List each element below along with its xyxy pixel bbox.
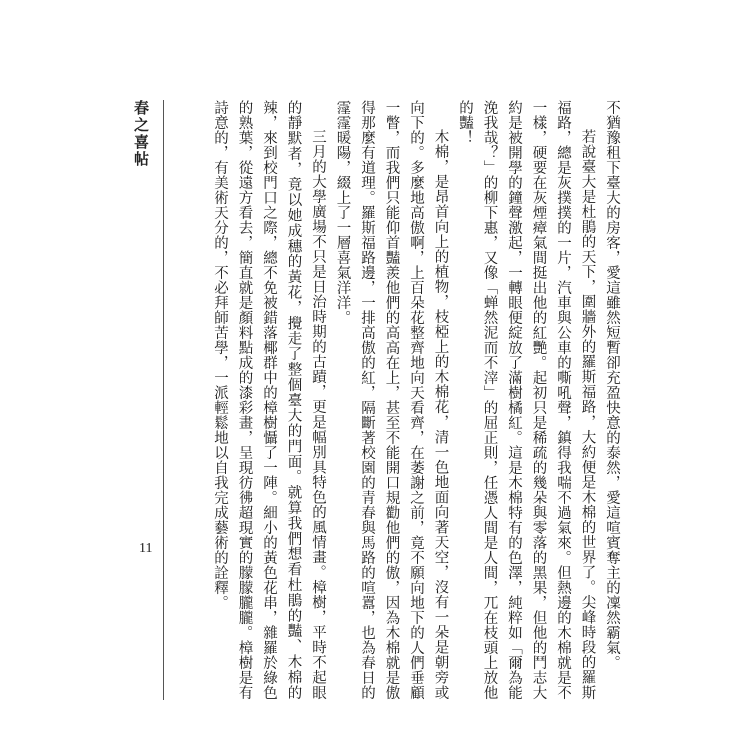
paragraph-2: 若說臺大是杜鵑的天下，圍牆外的羅斯福路，大約便是木棉的世界了。尖峰時段的羅斯福路，總是灰撲撲的一片，汽車與公車的嘶吼聲，鎮得我喘不過氣來。但熱邊的木棉就是不一樣，硬要在灰煙瘴氣間挺出他的紅艷。起初只是稀疏的幾朵與零落的黑果，但他的鬥志大約是被開學的鐘聲激起，一轉眼便綻放了滿樹橘紅。這是木棉特有的色澤，純粹如「爾為能浼我哉？」的柳下惠，又像「蝉然泥而不滓」的屈正則，任憑人間是人間，兀在枝頭上放他的豔！ (457, 100, 596, 700)
running-title: 春之喜帖 (132, 100, 150, 168)
paragraph-1: 不猶豫租下臺大的房客，愛這雖然短暫卻充盈快意的泰然，愛這喧賓奪主的凜然霸氣。 (604, 100, 620, 670)
page-number: 11 (139, 541, 153, 556)
paragraph-3: 木棉，是昂首向上的植物，枝椏上的木棉花，清一色地面向著天空，沒有一朵是朝旁或向下的。多麼地高傲啊，上百朵花整齊地向天看齊，在萎謝之前，竟不願向地下的人們垂顧一瞥，而我們只能仰首豔羨他們的高高在上，甚至不能開口規勸他們的傲，因為木棉就是傲得那麼有道理。羅斯福路邊，一排高傲的紅，隔斷著校園的青春與馬路的喧囂，也為春日的霪霪暖陽，綴上了一層喜氣洋洋。 (334, 100, 449, 700)
body-text (208, 100, 625, 700)
margin-divider (163, 100, 164, 700)
paragraph-4: 三月的大學廣場不只是日治時期的古蹟，更是幅別具特色的風情畫。樟樹，平時不起眼的靜默者，竟以她成穗的黃花，攪走了整個臺大的門面。就算我們想看杜鵑的豔、木棉的辣，來到校門口之際，總不免被錯落椰群中的樟樹懾了一陣。細小的黃色花串，雜羅於綠色的熟葉，從遠方看去，簡直就是顏料點成的漆彩畫，呈現彷彿超現實的朦朦朧朧。樟樹是有詩意的，有美術天分的，不必拜師苦學，一派輕鬆地以自我完成藝術的詮釋。 (212, 100, 326, 700)
